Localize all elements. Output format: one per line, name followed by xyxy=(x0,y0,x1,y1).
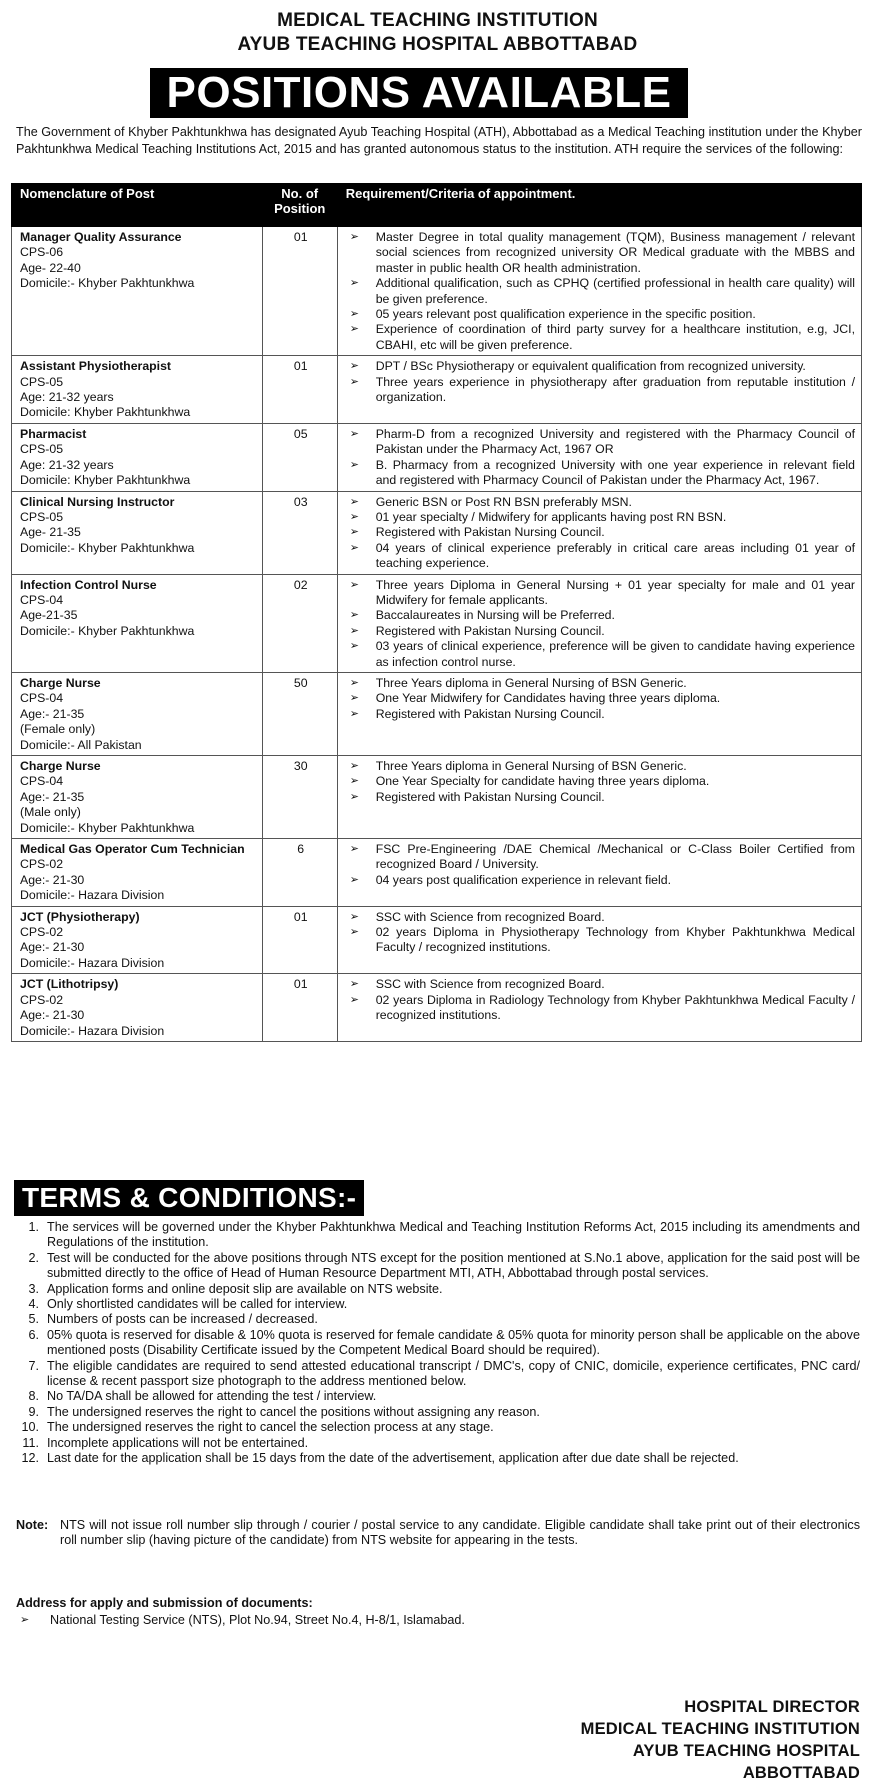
post-cell xyxy=(12,756,263,839)
post-detail: Domicile: Khyber Pakhtunkhwa xyxy=(20,405,191,420)
requirement-text: 04 years of clinical experience preferably in critical care areas including 01 year of teaching experience. xyxy=(375,540,855,571)
requirement-text: DPT / BSc Physiotherapy or equivalent qualification from recognized university. xyxy=(375,359,806,374)
post-detail: Domicile: Khyber Pakhtunkhwa xyxy=(20,473,191,488)
post-cell xyxy=(12,491,263,574)
requirement-text: 02 years Diploma in Physiotherapy Technology from Khyber Pakhtunkhwa Medical Faculty / recognized institutions. xyxy=(375,925,855,955)
position-count: 02 xyxy=(262,574,337,672)
arrow-bullet-icon: ➢ xyxy=(349,231,359,243)
term-item xyxy=(14,1312,860,1327)
requirement-text: Baccalaureates in Nursing will be Preferred. xyxy=(375,608,615,623)
table-row xyxy=(12,672,862,755)
position-count: 05 xyxy=(262,423,337,491)
position-count: 30 xyxy=(262,756,337,839)
requirement-item xyxy=(346,691,855,706)
term-text: The undersigned reserves the right to cancel the positions without assigning any reason. xyxy=(47,1404,540,1419)
requirement-text: Experience of coordination of third party survey for a healthcare institution, e.g, JCI, CBAHI, etc will be given preference. xyxy=(375,322,855,352)
arrow-bullet-icon: ➢ xyxy=(349,843,359,856)
post-detail: CPS-02 xyxy=(20,857,64,872)
term-number: 12. xyxy=(21,1451,39,1466)
table-header-row xyxy=(12,184,862,227)
term-text: Only shortlisted candidates will be called for interview. xyxy=(47,1297,348,1312)
post-cell xyxy=(12,839,263,907)
position-count: 03 xyxy=(262,491,337,574)
table-row xyxy=(12,356,862,424)
arrow-bullet-icon: ➢ xyxy=(349,458,359,471)
post-detail: Domicile:- Khyber Pakhtunkhwa xyxy=(20,623,195,638)
requirement-text: 04 years post qualification experience in relevant field. xyxy=(375,872,672,887)
requirement-item xyxy=(346,977,855,992)
term-number: 10. xyxy=(21,1420,39,1435)
post-cell xyxy=(12,227,263,356)
institution-title: MEDICAL TEACHING INSTITUTION xyxy=(277,10,598,31)
col-header-post: Nomenclature of Post xyxy=(12,184,263,227)
term-item xyxy=(14,1420,860,1435)
term-item xyxy=(14,1389,860,1404)
post-title: Manager Quality Assurance xyxy=(20,230,182,244)
table-row xyxy=(12,574,862,672)
arrow-bullet-icon: ➢ xyxy=(349,760,359,772)
term-text: The undersigned reserves the right to cancel the selection process at any stage. xyxy=(47,1420,494,1435)
requirement-text: Three Years diploma in General Nursing of BSN Generic. xyxy=(375,675,687,690)
term-number: 8. xyxy=(28,1389,39,1404)
post-cell xyxy=(12,906,263,974)
requirements-cell xyxy=(337,672,861,755)
post-detail: CPS-04 xyxy=(20,691,64,706)
terms-heading: TERMS & CONDITIONS:- xyxy=(14,1180,364,1216)
arrow-bullet-icon: ➢ xyxy=(349,323,359,336)
requirement-text: SSC with Science from recognized Board. xyxy=(375,909,605,924)
requirement-text: Registered with Pakistan Nursing Council. xyxy=(375,623,605,638)
signature-line-2: MEDICAL TEACHING INSTITUTION xyxy=(580,1720,860,1738)
requirement-text: Three years experience in physiotherapy after graduation from reputable institution / organization. xyxy=(375,374,855,405)
requirement-item xyxy=(346,624,855,639)
post-title: Charge Nurse xyxy=(20,675,101,690)
term-number: 1. xyxy=(28,1220,39,1234)
arrow-bullet-icon: ➢ xyxy=(349,640,359,653)
term-text: 05% quota is reserved for disable & 10% quota is reserved for female candidate & 05% quota for minority person shall be applicable on the above mentioned posts (Disability Certificate issued by the Competent Medical Board should be required). xyxy=(47,1327,860,1358)
arrow-bullet-icon: ➢ xyxy=(349,624,359,637)
requirement-text: Generic BSN or Post RN BSN preferably MSN. xyxy=(375,494,632,509)
position-count: 01 xyxy=(262,356,337,424)
requirement-item xyxy=(346,759,855,774)
table-row xyxy=(12,906,862,974)
post-detail: CPS-05 xyxy=(20,374,64,389)
signature-line-3: AYUB TEACHING HOSPITAL xyxy=(632,1742,860,1760)
arrow-bullet-icon: ➢ xyxy=(349,775,359,788)
post-detail: Domicile:- All Pakistan xyxy=(20,737,142,752)
arrow-bullet-icon: ➢ xyxy=(349,510,359,523)
term-text: Last date for the application shall be 15 days from the date of the advertisement, application after due date shall be rejected. xyxy=(47,1451,739,1466)
post-detail: CPS-02 xyxy=(20,925,64,940)
term-text: No TA/DA shall be allowed for attending the test / interview. xyxy=(47,1389,377,1404)
post-title: Clinical Nursing Instructor xyxy=(20,494,175,509)
requirement-item xyxy=(346,707,855,722)
arrow-bullet-icon: ➢ xyxy=(349,375,359,388)
hospital-title: AYUB TEACHING HOSPITAL ABBOTTABAD xyxy=(237,34,638,55)
position-count: 01 xyxy=(262,906,337,974)
arrow-bullet-icon: ➢ xyxy=(349,873,359,886)
post-detail: (Female only) xyxy=(20,722,96,737)
requirement-item xyxy=(346,541,855,572)
term-text: Numbers of posts can be increased / decreased. xyxy=(47,1312,318,1327)
term-item xyxy=(14,1405,860,1420)
post-detail: Age:- 21-30 xyxy=(20,940,85,955)
post-detail: Age- 22-40 xyxy=(20,260,81,275)
requirement-text: Master Degree in total quality management (TQM), Business management / relevant social sciences from recognized university OR Medical graduate with the MBBS and master in public health OR health administration. xyxy=(375,230,855,275)
requirement-text: SSC with Science from recognized Board. xyxy=(375,977,605,992)
arrow-bullet-icon: ➢ xyxy=(349,790,359,803)
arrow-bullet-icon: ➢ xyxy=(349,277,359,290)
post-detail: Domicile:- Hazara Division xyxy=(20,955,165,970)
post-detail: CPS-05 xyxy=(20,509,64,524)
requirement-item xyxy=(346,359,855,374)
position-count: 01 xyxy=(262,227,337,356)
arrow-bullet-icon: ➢ xyxy=(349,692,359,705)
requirements-cell xyxy=(337,574,861,672)
requirement-text: Pharm-D from a recognized University and registered with the Pharmacy Council of Pakistan under the Pharmacy Act, 1967 OR xyxy=(375,426,855,457)
post-title: Medical Gas Operator Cum Technician xyxy=(20,842,245,857)
arrow-bullet-icon: ➢ xyxy=(349,978,359,991)
requirement-text: 05 years relevant post qualification experience in the specific position. xyxy=(375,307,756,322)
requirement-text: 03 years of clinical experience, preference will be given to candidate having experience as infection control nurse. xyxy=(375,639,855,669)
positions-banner: POSITIONS AVAILABLE xyxy=(150,68,688,118)
arrow-bullet-icon: ➢ xyxy=(349,926,359,939)
post-detail: Age- 21-35 xyxy=(20,525,81,540)
table-row xyxy=(12,227,862,356)
term-item xyxy=(14,1220,860,1251)
requirements-cell xyxy=(337,839,861,907)
position-count: 01 xyxy=(262,974,337,1042)
term-number: 7. xyxy=(28,1358,39,1373)
requirement-item xyxy=(346,842,855,873)
term-item xyxy=(14,1251,860,1282)
term-text: Application forms and online deposit slip are available on NTS website. xyxy=(47,1281,443,1296)
requirement-text: Three Years diploma in General Nursing of BSN Generic. xyxy=(375,759,687,773)
term-item xyxy=(14,1436,860,1451)
requirement-item xyxy=(346,375,855,406)
note xyxy=(16,1518,860,1549)
term-item xyxy=(14,1328,860,1359)
requirement-item xyxy=(346,458,855,489)
table-row xyxy=(12,491,862,574)
requirement-item xyxy=(346,925,855,956)
term-number: 6. xyxy=(28,1327,39,1342)
post-detail: Domicile:- Khyber Pakhtunkhwa xyxy=(20,276,195,291)
post-detail: CPS-02 xyxy=(20,992,64,1007)
post-cell xyxy=(12,672,263,755)
post-detail: CPS-05 xyxy=(20,442,64,457)
intro-paragraph: The Government of Khyber Pakhtunkhwa has designated Ayub Teaching Hospital (ATH), Abbottabad as a Medical Teaching institution under the Khyber Pakhtunkhwa Medical Teaching Institutions Act, 2015 and has granted autonomous status to the institution. ATH require the services of the following: xyxy=(16,125,862,156)
col-header-positions: No. of Position xyxy=(262,184,337,227)
requirement-text: Registered with Pakistan Nursing Council. xyxy=(375,525,605,540)
arrow-bullet-icon: ➢ xyxy=(349,993,359,1006)
requirement-item xyxy=(346,276,855,307)
note-label: Note: xyxy=(16,1518,49,1532)
requirements-cell xyxy=(337,756,861,839)
post-detail: Age:- 21-30 xyxy=(20,872,85,887)
requirements-cell xyxy=(337,356,861,424)
post-detail: Domicile:- Khyber Pakhtunkhwa xyxy=(20,820,195,835)
post-cell xyxy=(12,423,263,491)
requirement-item xyxy=(346,910,855,925)
requirement-item xyxy=(346,510,855,525)
requirement-text: Registered with Pakistan Nursing Council. xyxy=(375,789,605,804)
post-title: JCT (Lithotripsy) xyxy=(20,977,119,992)
table-row xyxy=(12,974,862,1042)
signature-line-4: ABBOTTABAD xyxy=(742,1764,860,1782)
post-detail: Age:- 21-30 xyxy=(20,1008,85,1023)
requirement-text: FSC Pre-Engineering /DAE Chemical /Mechanical or C-Class Boiler Certified from recognized Board / University. xyxy=(375,842,855,872)
requirement-item xyxy=(346,639,855,670)
requirements-cell xyxy=(337,423,861,491)
arrow-bullet-icon: ➢ xyxy=(349,707,359,720)
term-number: 4. xyxy=(28,1297,39,1312)
post-detail: Age:- 21-35 xyxy=(20,789,85,804)
post-detail: (Male only) xyxy=(20,805,81,820)
arrow-bullet-icon: ➢ xyxy=(349,578,359,591)
post-cell xyxy=(12,356,263,424)
requirement-item xyxy=(346,993,855,1024)
requirement-item xyxy=(346,774,855,789)
term-number: 3. xyxy=(28,1281,39,1296)
term-number: 5. xyxy=(28,1312,39,1327)
post-detail: Domicile:- Khyber Pakhtunkhwa xyxy=(20,540,195,555)
term-text: The eligible candidates are required to send attested educational transcript / DMC's, copy of CNIC, domicile, experience certificates, PNC card/ license & recent passport size photograph to the address mentioned below. xyxy=(47,1358,860,1389)
post-cell xyxy=(12,974,263,1042)
requirement-item xyxy=(346,525,855,540)
requirement-item xyxy=(346,307,855,322)
post-detail: CPS-04 xyxy=(20,774,64,789)
term-item xyxy=(14,1297,860,1312)
term-text: The services will be governed under the Khyber Pakhtunkhwa Medical and Teaching Institution Reforms Act, 2015 including its amendments and Regulations of the institution. xyxy=(47,1220,860,1250)
post-detail: Domicile:- Hazara Division xyxy=(20,888,165,903)
arrow-bullet-icon: ➢ xyxy=(349,308,359,321)
requirement-text: 02 years Diploma in Radiology Technology from Khyber Pakhtunkhwa Medical Faculty / recognized institutions. xyxy=(375,992,855,1023)
arrow-bullet-icon: ➢ xyxy=(349,910,359,923)
term-item xyxy=(14,1282,860,1297)
arrow-bullet-icon: ➢ xyxy=(20,1614,30,1626)
post-title: JCT (Physiotherapy) xyxy=(20,909,140,924)
requirement-text: 01 year specialty / Midwifery for applicants having post RN BSN. xyxy=(375,509,727,524)
post-detail: Domicile:- Hazara Division xyxy=(20,1023,165,1038)
table-row xyxy=(12,839,862,907)
requirement-text: One Year Specialty for candidate having three years diploma. xyxy=(375,774,710,789)
requirements-cell xyxy=(337,227,861,356)
term-item xyxy=(14,1451,860,1466)
requirement-item xyxy=(346,230,855,276)
term-number: 9. xyxy=(28,1404,39,1419)
table-row xyxy=(12,756,862,839)
post-title: Pharmacist xyxy=(20,426,87,441)
requirement-item xyxy=(346,495,855,510)
post-title: Charge Nurse xyxy=(20,759,101,773)
post-detail: Age:- 21-35 xyxy=(20,706,85,721)
post-detail: CPS-06 xyxy=(20,245,64,260)
requirement-text: Additional qualification, such as CPHQ (certified professional in health care quality) will be given preference. xyxy=(375,276,855,306)
requirement-item xyxy=(346,427,855,458)
requirement-item xyxy=(346,578,855,609)
requirements-cell xyxy=(337,974,861,1042)
requirement-item xyxy=(346,873,855,888)
requirements-cell xyxy=(337,491,861,574)
requirement-item xyxy=(346,322,855,353)
terms-list xyxy=(14,1220,860,1467)
table-row xyxy=(12,423,862,491)
post-detail: Age: 21-32 years xyxy=(20,457,114,472)
requirement-text: Three years Diploma in General Nursing + 01 year specialty for male and 01 year Midwifery for female applicants. xyxy=(375,577,855,607)
term-item xyxy=(14,1359,860,1390)
term-text: Incomplete applications will not be entertained. xyxy=(47,1435,309,1450)
post-cell xyxy=(12,574,263,672)
requirement-item xyxy=(346,676,855,691)
arrow-bullet-icon: ➢ xyxy=(349,360,359,373)
term-number: 2. xyxy=(28,1250,39,1265)
position-count: 50 xyxy=(262,672,337,755)
post-detail: Age: 21-32 years xyxy=(20,390,114,405)
post-title: Assistant Physiotherapist xyxy=(20,359,172,374)
requirement-item xyxy=(346,608,855,623)
term-number: 11. xyxy=(22,1435,39,1450)
note-text: NTS will not issue roll number slip through / courier / postal service to any candidate. Eligible candidate shall take print out of their electronics roll number slip (having picture of the candidate) from NTS website for appearing in the tests. xyxy=(60,1518,860,1548)
requirements-cell xyxy=(337,906,861,974)
arrow-bullet-icon: ➢ xyxy=(349,526,359,539)
arrow-bullet-icon: ➢ xyxy=(349,541,359,554)
arrow-bullet-icon: ➢ xyxy=(349,676,359,689)
col-header-requirements: Requirement/Criteria of appointment. xyxy=(337,184,861,227)
address-line xyxy=(16,1613,465,1627)
requirement-item xyxy=(346,790,855,805)
requirement-text: One Year Midwifery for Candidates having three years diploma. xyxy=(375,691,721,706)
address-heading: Address for apply and submission of documents: xyxy=(16,1596,313,1610)
arrow-bullet-icon: ➢ xyxy=(349,495,359,508)
requirement-text: Registered with Pakistan Nursing Council. xyxy=(375,706,605,721)
arrow-bullet-icon: ➢ xyxy=(349,609,359,622)
requirement-text: B. Pharmacy from a recognized University with one year experience in relevant field and registered with Pharmacy Council of Pakistan under the Pharmacy Act, 1967. xyxy=(375,457,855,488)
position-count: 6 xyxy=(262,839,337,907)
positions-table xyxy=(11,183,862,1042)
signature-line-1: HOSPITAL DIRECTOR xyxy=(684,1698,860,1716)
address-text: National Testing Service (NTS), Plot No.94, Street No.4, H-8/1, Islamabad. xyxy=(50,1613,465,1627)
post-title: Infection Control Nurse xyxy=(20,577,157,592)
post-detail: Age-21-35 xyxy=(20,608,78,623)
post-detail: CPS-04 xyxy=(20,592,64,607)
arrow-bullet-icon: ➢ xyxy=(349,427,359,440)
term-text: Test will be conducted for the above positions through NTS except for the position mentioned at S.No.1 above, application for the said post will be submitted directly to the office of Head of Human Resource Department MTI, ATH, Abbottabad through postal services. xyxy=(47,1250,860,1281)
